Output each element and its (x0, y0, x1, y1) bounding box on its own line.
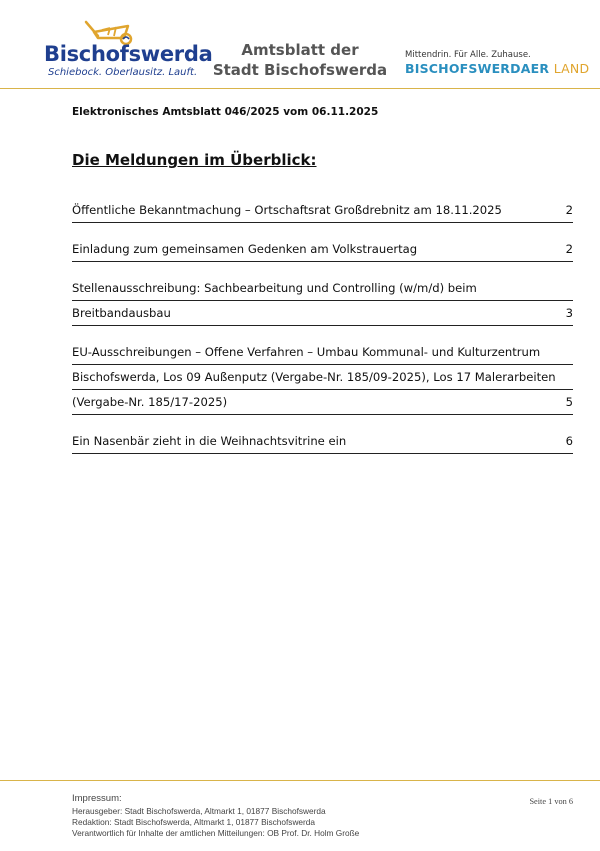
toc-item[interactable] (72, 198, 573, 223)
toc-item-page: 6 (565, 434, 573, 448)
impressum-publisher: Herausgeber: Stadt Bischofswerda, Altmarkt 1, 01877 Bischofswerda (72, 806, 326, 816)
toc-item-title: Bischofswerda, Los 09 Außenputz (Vergabe-Nr. 185/09-2025), Los 17 Malerarbeiten (72, 365, 573, 390)
title-line-1: Amtsblatt der (241, 41, 359, 59)
publication-title (200, 40, 400, 80)
toc-item-title: Breitbandausbau (72, 306, 171, 320)
toc-item-title: Stellenausschreibung: Sachbearbeitung und Controlling (w/m/d) beim (72, 276, 573, 301)
toc-item[interactable] (72, 429, 573, 454)
brand-name-main: BISCHOFSWERDAER (405, 61, 550, 76)
page-heading: Die Meldungen im Überblick: (72, 151, 317, 169)
impressum-editorial: Redaktion: Stadt Bischofswerda, Altmarkt 1, 01877 Bischofswerda (72, 817, 316, 827)
region-brand (405, 50, 590, 76)
toc-item-title: Einladung zum gemeinsamen Gedenken am Volkstrauertag (72, 242, 418, 256)
toc-item[interactable] (72, 237, 573, 262)
page-header (0, 0, 600, 89)
toc-item-title: Öffentliche Bekanntmachung – Ortschaftsrat Großdrebnitz am 18.11.2025 (72, 203, 502, 217)
toc-item-page: 5 (565, 395, 573, 409)
title-line-2: Stadt Bischofswerda (212, 61, 388, 79)
toc-item[interactable] (72, 340, 573, 415)
page-footer (0, 780, 600, 851)
toc-item[interactable] (72, 276, 573, 326)
toc-item-title: Ein Nasenbär zieht in die Weihnachtsvitrine ein (72, 434, 347, 448)
logo-slogan: Schiebock. Oberlausitz. Lauft. (48, 67, 198, 78)
toc-item-page: 3 (565, 306, 573, 320)
logo-name: Bischofswerda (44, 42, 213, 66)
brand-tagline: Mittendrin. Für Alle. Zuhause. (405, 50, 531, 60)
city-logo (40, 18, 213, 80)
toc-item-title: (Vergabe-Nr. 185/17-2025) (72, 395, 228, 409)
impressum-responsible: Verantwortlich für Inhalte der amtlichen Mitteilungen: OB Prof. Dr. Holm Große (72, 828, 360, 838)
brand-name (405, 61, 590, 76)
page-number: Seite 1 von 6 (529, 797, 573, 806)
toc-item-page: 2 (565, 242, 573, 256)
brand-name-accent: LAND (553, 61, 590, 76)
issue-line: Elektronisches Amtsblatt 046/2025 vom 06.11.2025 (72, 106, 379, 118)
table-of-contents (72, 198, 573, 468)
toc-item-page: 2 (565, 203, 573, 217)
impressum-title: Impressum: (72, 793, 122, 804)
toc-item-title: EU-Ausschreibungen – Offene Verfahren – Umbau Kommunal- und Kulturzentrum (72, 340, 573, 365)
